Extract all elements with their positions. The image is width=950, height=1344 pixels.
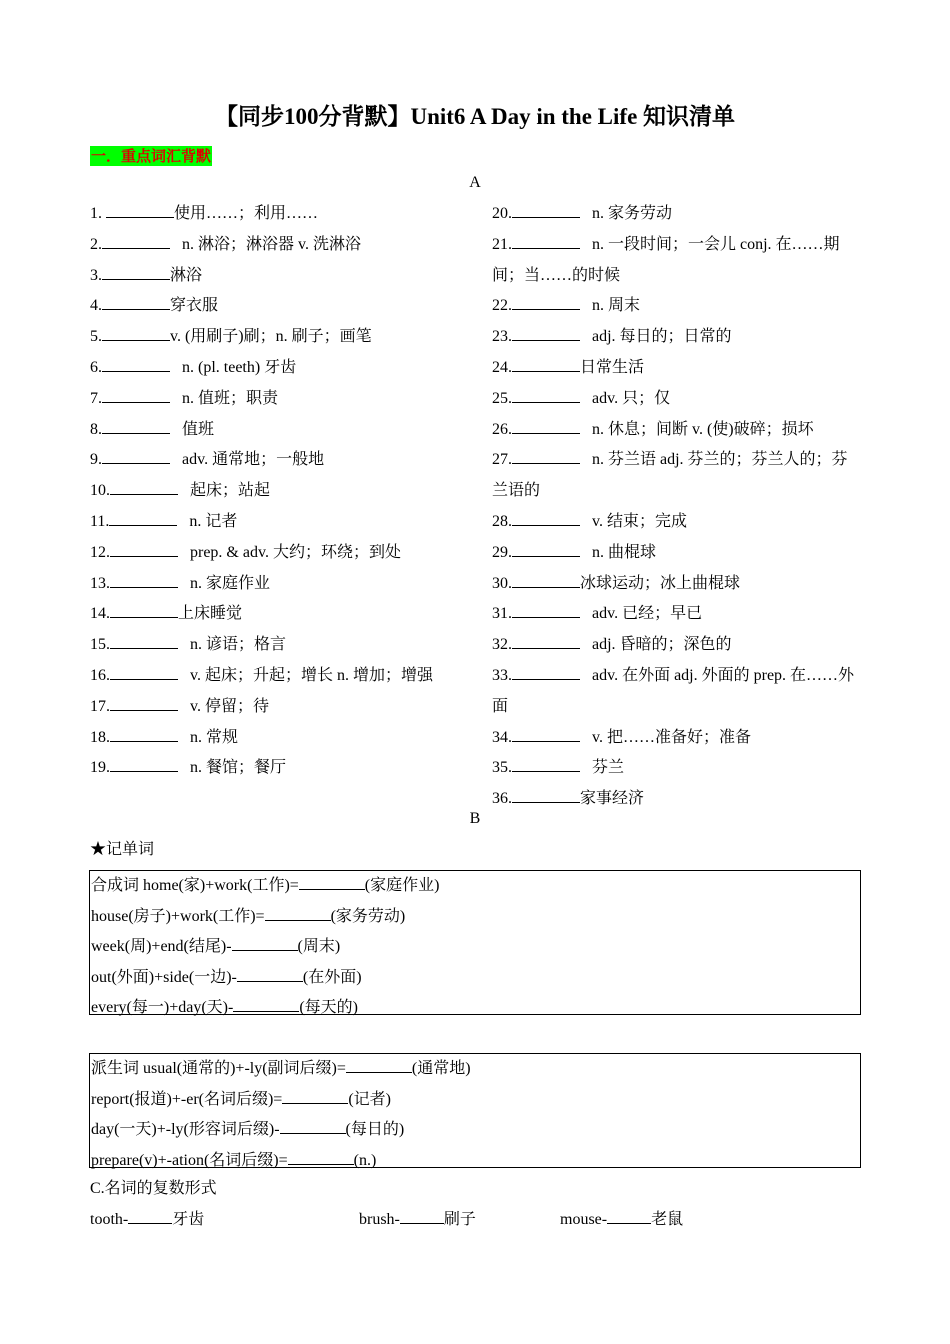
answer-blank[interactable] [512,387,580,403]
answer-blank[interactable] [110,602,178,618]
answer-blank[interactable] [102,387,170,403]
derivative-word-row [90,1115,860,1146]
answer-blank[interactable] [512,202,580,218]
vocab-definition: n. (pl. teeth) 牙齿 [182,358,297,376]
answer-blank[interactable] [110,664,178,680]
vocab-number: 28. [492,512,512,530]
vocab-number: 23. [492,328,512,346]
answer-blank[interactable] [280,1118,346,1134]
word-meaning: (记者) [348,1090,391,1108]
vocab-definition: n. 家庭作业 [190,574,271,592]
vocab-number: 27. [492,451,512,469]
vocab-definition: n. 值班；职责 [182,389,279,407]
word-formula: prepare(v)+-ation(名词后缀)= [91,1151,288,1169]
vocab-definition: n. 周末 [592,297,641,315]
memorize-label: ★记单词 [90,841,155,858]
vocab-number: 6. [90,358,102,376]
vocab-number: 7. [90,389,102,407]
vocab-item [90,753,470,784]
vocab-item [90,230,470,261]
answer-blank[interactable] [233,996,299,1012]
vocab-number: 10. [90,482,110,500]
vocab-definition: v. (用刷子)刷；n. 刷子；画笔 [170,328,372,346]
vocab-item [492,630,860,661]
answer-blank[interactable] [110,479,178,495]
word-meaning: (每天的) [299,999,358,1017]
answer-blank[interactable] [512,756,580,772]
part-b-label: B [469,810,481,827]
answer-blank[interactable] [102,356,170,372]
plural-meaning: 牙齿 [172,1211,205,1228]
compound-words-box [89,870,861,1015]
word-meaning: (在外面) [302,968,362,986]
vocab-item [492,199,860,230]
vocab-definition: 日常生活 [580,358,645,376]
answer-blank[interactable] [512,541,580,557]
vocab-item [90,630,470,661]
vocab-item [90,445,470,476]
compound-word-row [90,871,860,902]
vocab-definition: 上床睡觉 [178,605,243,623]
vocab-number: 2. [90,235,102,253]
word-meaning: (周末) [297,938,341,956]
answer-blank[interactable] [299,874,365,890]
vocab-definition: prep. & adv. 大约；环绕；到处 [190,543,401,561]
plural-meaning: 老鼠 [651,1211,684,1228]
vocab-item [90,538,470,569]
vocab-definition: adv. 只；仅 [592,389,671,407]
vocab-item [90,723,470,754]
answer-blank[interactable] [512,418,580,434]
derivative-word-row [90,1054,860,1085]
answer-blank[interactable] [102,233,170,249]
vocab-item [90,569,470,600]
vocab-number: 12. [90,543,110,561]
vocab-number: 15. [90,636,110,654]
vocab-definition: n. 记者 [189,512,238,530]
answer-blank[interactable] [102,448,170,464]
plural-word: mouse- [560,1211,608,1228]
word-formula: day(一天)+-ly(形容词后缀)- [91,1121,280,1139]
vocab-item [90,692,470,723]
word-meaning: (家务劳动) [330,907,406,925]
answer-blank[interactable] [512,294,580,310]
word-formula: week(周)+end(结尾)- [91,938,232,956]
vocab-definition: v. 结束；完成 [592,512,687,530]
vocab-item [492,322,860,353]
vocab-item [492,415,860,446]
vocab-item [492,753,860,784]
vocab-definition: n. 家务劳动 [592,205,673,222]
answer-blank[interactable] [102,264,170,280]
vocab-list-right [492,199,860,815]
vocab-definition: n. 芬兰语 adj. 芬兰的；芬兰人的；芬兰语的 [492,451,848,500]
answer-blank[interactable] [110,726,178,742]
vocab-number: 1. [90,205,106,222]
answer-blank[interactable] [110,541,178,557]
vocab-definition: adv. 已经；早已 [592,605,703,623]
word-formula: 派生词 usual(通常的)+-ly(副词后缀)= [91,1060,346,1077]
vocab-item [492,599,860,630]
vocab-item [90,322,470,353]
answer-blank[interactable] [110,695,178,711]
vocab-item [492,723,860,754]
vocab-item [492,569,860,600]
vocab-number: 25. [492,389,512,407]
answer-blank[interactable] [237,966,303,982]
vocab-definition: 值班 [182,420,215,438]
vocab-item [90,476,470,507]
vocab-definition: adv. 通常地；一般地 [182,451,325,469]
answer-blank[interactable] [512,233,580,249]
vocab-definition: v. 停留；待 [190,697,269,715]
vocab-item [492,384,860,415]
vocab-item [492,353,860,384]
vocab-number: 18. [90,728,110,746]
derivative-word-row [90,1085,860,1116]
vocab-number: 21. [492,235,512,253]
vocab-number: 29. [492,543,512,561]
word-meaning: (每日的) [345,1121,405,1139]
answer-blank[interactable] [512,448,580,464]
vocab-definition: n. 餐馆；餐厅 [190,759,287,777]
answer-blank[interactable] [265,905,331,921]
vocab-number: 20. [492,205,512,222]
vocab-definition: n. 曲棍球 [592,543,657,561]
vocab-list-left [90,199,470,784]
part-a-label: A [469,174,481,191]
vocab-number: 33. [492,666,512,684]
answer-blank[interactable] [110,572,178,588]
vocab-definition: 起床；站起 [190,482,271,500]
vocab-item [90,384,470,415]
answer-blank[interactable] [110,633,178,649]
word-meaning: (通常地) [411,1060,471,1077]
answer-blank[interactable] [110,756,178,772]
vocab-number: 30. [492,574,512,592]
vocab-definition: 淋浴 [170,266,203,284]
derivative-words-box [89,1053,861,1168]
vocab-number: 19. [90,759,110,777]
vocab-definition: 穿衣服 [170,297,219,315]
vocab-number: 13. [90,574,110,592]
answer-blank[interactable] [512,602,580,618]
answer-blank[interactable] [400,1208,444,1224]
word-formula: out(外面)+side(一边)- [91,968,237,986]
vocab-number: 9. [90,451,102,469]
vocab-item [90,599,470,630]
vocab-definition: adj. 每日的；日常的 [592,328,732,346]
plural-item [90,1208,204,1232]
vocab-definition: n. 一段时间；一会儿 conj. 在……期间；当……的时候 [492,235,840,284]
answer-blank[interactable] [106,202,174,218]
answer-blank[interactable] [512,572,580,588]
vocab-definition: 冰球运动；冰上曲棍球 [580,574,741,592]
answer-blank[interactable] [512,356,580,372]
vocab-number: 3. [90,266,102,284]
vocab-number: 14. [90,605,110,623]
vocab-number: 11. [90,512,110,530]
answer-blank[interactable] [346,1057,412,1073]
answer-blank[interactable] [512,664,580,680]
vocab-definition: 芬兰 [592,759,625,777]
answer-blank[interactable] [102,325,170,341]
word-formula: report(报道)+-er(名词后缀)= [91,1090,283,1108]
answer-blank[interactable] [232,935,298,951]
vocab-number: 8. [90,420,102,438]
vocab-item [492,445,860,507]
vocab-item [90,415,470,446]
answer-blank[interactable] [128,1208,172,1224]
plural-word: tooth- [90,1211,129,1228]
vocab-number: 34. [492,728,512,746]
plural-word: brush- [359,1211,400,1228]
vocab-definition: adv. 在外面 adj. 外面的 prep. 在……外面 [492,666,855,715]
vocab-number: 32. [492,636,512,654]
page-title: 【同步100分背默】Unit6 A Day in the Life 知识清单 [214,104,736,129]
vocab-number: 35. [492,759,512,777]
word-meaning: (家庭作业) [364,877,440,894]
vocab-item [492,538,860,569]
answer-blank[interactable] [282,1088,348,1104]
word-formula: 合成词 home(家)+work(工作)= [91,877,299,894]
vocab-number: 36. [492,790,512,808]
answer-blank[interactable] [512,325,580,341]
vocab-item [492,507,860,538]
compound-word-row [90,932,860,963]
compound-word-row [90,993,860,1024]
vocab-definition: 家事经济 [580,790,645,808]
plural-item [359,1208,476,1232]
vocab-definition: n. 常规 [190,728,239,746]
answer-blank[interactable] [102,294,170,310]
vocab-definition: v. 起床；升起；增长 n. 增加；增强 [190,666,433,684]
answer-blank[interactable] [607,1208,651,1224]
plural-heading: C.名词的复数形式 [90,1180,217,1197]
derivative-word-row [90,1146,860,1177]
vocab-number: 31. [492,605,512,623]
vocab-number: 26. [492,420,512,438]
vocab-item [90,507,470,538]
vocab-number: 16. [90,666,110,684]
vocab-definition: n. 休息；间断 v. (使)破碎；损坏 [592,420,814,438]
section-heading: 一．重点词汇背默 [91,147,212,165]
compound-word-row [90,963,860,994]
word-formula: every(每一)+day(天)- [91,999,234,1017]
plural-meaning: 刷子 [443,1211,476,1228]
plural-item [560,1208,683,1232]
vocab-definition: v. 把……准备好；准备 [592,728,751,746]
answer-blank[interactable] [512,633,580,649]
answer-blank[interactable] [109,510,177,526]
vocab-item [492,661,860,723]
vocab-item [90,199,470,230]
vocab-item [90,291,470,322]
answer-blank[interactable] [288,1149,354,1165]
vocab-item [492,291,860,322]
compound-word-row [90,902,860,933]
vocab-number: 5. [90,328,102,346]
answer-blank[interactable] [102,418,170,434]
vocab-item [90,353,470,384]
answer-blank[interactable] [512,726,580,742]
vocab-definition: 使用……；利用…… [174,205,319,222]
vocab-number: 4. [90,297,102,315]
word-meaning: (n.) [353,1151,377,1169]
vocab-number: 22. [492,297,512,315]
vocab-item [492,230,860,292]
word-formula: house(房子)+work(工作)= [91,907,265,925]
vocab-item [90,661,470,692]
vocab-item [90,261,470,292]
answer-blank[interactable] [512,787,580,803]
vocab-definition: adj. 昏暗的；深色的 [592,636,732,654]
vocab-number: 24. [492,358,512,376]
vocab-definition: n. 淋浴；淋浴器 v. 洗淋浴 [182,235,361,253]
answer-blank[interactable] [512,510,580,526]
vocab-number: 17. [90,697,110,715]
vocab-definition: n. 谚语；格言 [190,636,287,654]
